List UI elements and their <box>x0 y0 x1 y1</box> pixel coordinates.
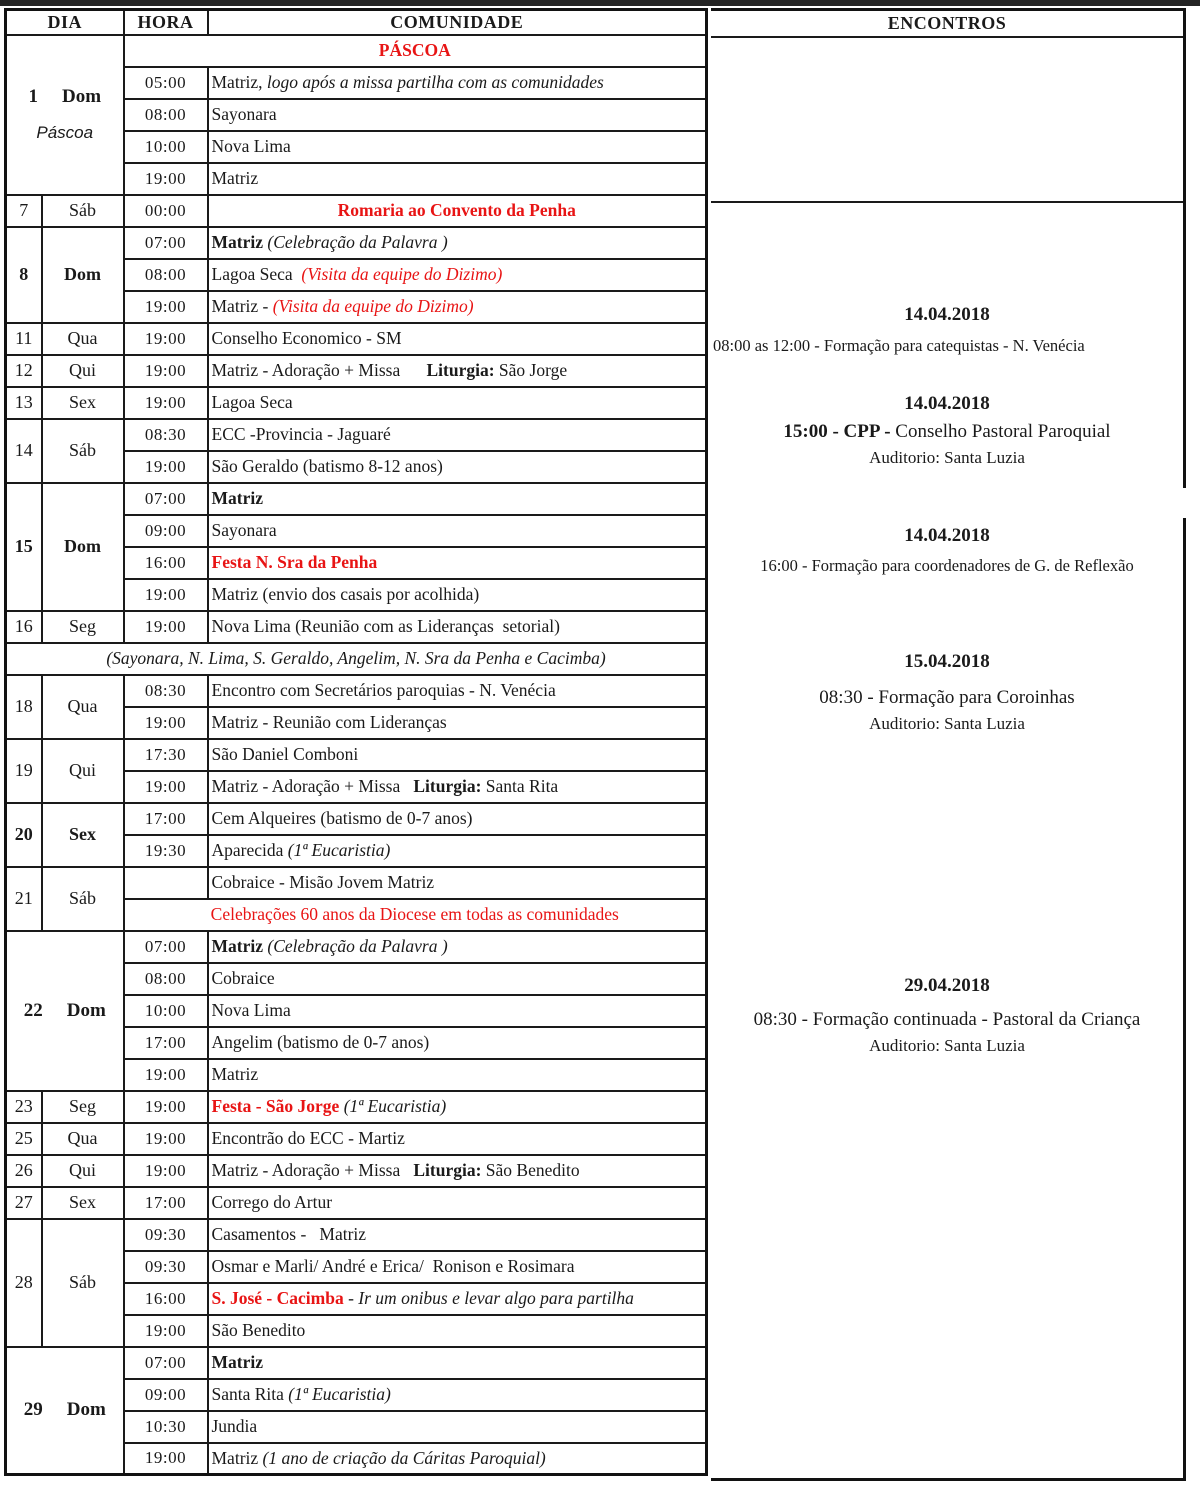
hora-cell: 19:00 <box>124 1059 208 1091</box>
text-segment: 15:00 - CPP - <box>783 421 896 442</box>
table-row <box>6 1219 707 1251</box>
comunidade-cell <box>208 291 707 323</box>
table-row <box>6 1347 707 1379</box>
table-row <box>6 323 707 355</box>
comunidade-cell <box>208 1315 707 1347</box>
hora-cell: 09:30 <box>124 1251 208 1283</box>
text-segment: Conselho Economico - SM <box>211 328 402 348</box>
merged-event-cell <box>124 899 707 931</box>
table-row <box>6 483 707 515</box>
hora-cell: 08:30 <box>124 419 208 451</box>
comunidade-cell <box>208 1187 707 1219</box>
table-header-row <box>6 10 707 35</box>
day-number-cell: 26 <box>6 1155 42 1187</box>
hora-cell: 07:00 <box>124 227 208 259</box>
table-row <box>6 739 707 771</box>
text-segment: Cobraice <box>211 968 275 988</box>
hora-cell: 19:00 <box>124 163 208 195</box>
hora-cell: 19:00 <box>124 611 208 643</box>
hora-cell: 17:00 <box>124 1027 208 1059</box>
hora-cell: 07:00 <box>124 931 208 963</box>
text-segment: Encontro com Secretários paroquias - N. Venécia <box>211 680 556 700</box>
text-segment: Cem Alqueires (batismo de 0-7 anos) <box>211 808 473 828</box>
column-header-encontros: ENCONTROS <box>711 11 1183 38</box>
text-segment: Auditorio: Santa Luzia <box>869 1035 1025 1055</box>
hora-cell: 19:00 <box>124 323 208 355</box>
encontro-block <box>711 975 1183 1056</box>
scan-edge-artifact <box>0 0 1200 6</box>
encontros-column <box>711 8 1186 1481</box>
table-row <box>6 1091 707 1123</box>
text-segment: (Celebração da Palavra ) <box>267 936 448 956</box>
text-segment: Corrego do Artur <box>211 1192 333 1212</box>
comunidade-cell <box>208 739 707 771</box>
encontro-line <box>711 1009 1183 1032</box>
encontros-content-cell <box>711 203 1183 1483</box>
comunidade-cell <box>208 707 707 739</box>
comunidade-cell <box>208 1219 707 1251</box>
hora-cell: 19:00 <box>124 387 208 419</box>
encontro-line <box>711 421 1183 444</box>
comunidade-cell <box>208 1059 707 1091</box>
text-segment: Romaria ao Convento da Penha <box>337 200 576 220</box>
comunidade-cell <box>208 771 707 803</box>
comunidade-cell <box>208 323 707 355</box>
comunidade-cell <box>208 579 707 611</box>
merged-event-cell <box>124 35 707 67</box>
text-segment: Angelim (batismo de 0-7 anos) <box>211 1032 430 1052</box>
text-segment: (Visita da equipe do Dizimo) <box>272 296 474 316</box>
column-header-comunidade: COMUNIDADE <box>208 10 707 35</box>
table-row <box>6 387 707 419</box>
hora-cell: 19:00 <box>124 707 208 739</box>
hora-cell: 10:00 <box>124 995 208 1027</box>
text-segment: Osmar e Marli/ André e Erica/ Ronison e Rosimara <box>211 1256 575 1276</box>
text-segment: ECC -Provincia - Jaguaré <box>211 424 391 444</box>
spanning-note-cell <box>6 643 707 675</box>
text-segment: Matriz - Adoração + Missa <box>211 1160 414 1180</box>
weekday-cell: Seg <box>42 611 124 643</box>
column-header-dia: DIA <box>6 10 124 35</box>
table-row <box>6 1123 707 1155</box>
comunidade-cell <box>208 195 707 227</box>
text-segment: Liturgia: <box>413 776 486 796</box>
comunidade-cell <box>208 1155 707 1187</box>
comunidade-cell <box>208 1443 707 1475</box>
text-segment: Matriz <box>211 936 268 956</box>
hora-cell: 08:00 <box>124 259 208 291</box>
text-segment: - <box>343 1288 359 1308</box>
hora-cell: 19:00 <box>124 1315 208 1347</box>
text-segment: (Visita da equipe do Dizimo) <box>301 264 503 284</box>
comunidade-cell <box>208 483 707 515</box>
table-row <box>6 419 707 451</box>
encontros-empty-cell <box>711 38 1183 203</box>
text-segment: S. José - Cacimba <box>211 1288 344 1308</box>
text-segment: Matriz <box>211 488 263 508</box>
text-segment: Matriz, <box>211 72 267 92</box>
day-cell <box>6 1347 124 1475</box>
text-segment: (1 ano de criação da Cáritas Paroquial) <box>262 1447 546 1468</box>
comunidade-cell <box>208 451 707 483</box>
comunidade-cell <box>208 547 707 579</box>
comunidade-cell <box>208 1123 707 1155</box>
text-segment: 16:00 - Formação para coordenadores de G. de Reflexão <box>760 556 1134 575</box>
comunidade-cell <box>208 931 707 963</box>
day-number: 22 <box>23 999 43 1021</box>
comunidade-cell <box>208 803 707 835</box>
hora-cell <box>124 867 208 899</box>
text-segment: Aparecida <box>211 840 288 860</box>
table-row <box>6 195 707 227</box>
day-number-cell: 16 <box>6 611 42 643</box>
text-segment: Liturgia: <box>426 360 499 380</box>
weekday-cell: Dom <box>42 483 124 611</box>
day-number-cell: 18 <box>6 675 42 739</box>
hora-cell: 19:00 <box>124 291 208 323</box>
text-segment: Festa - São Jorge <box>211 1096 344 1116</box>
text-segment: 08:30 - Formação continuada - Pastoral da Criança <box>753 1009 1141 1030</box>
encontro-line <box>711 714 1183 734</box>
table-row <box>6 227 707 259</box>
hora-cell: 17:00 <box>124 1187 208 1219</box>
text-segment: Cobraice - Misão Jovem Matriz <box>211 872 435 892</box>
text-segment: (1ª Eucaristia) <box>287 840 391 860</box>
text-segment: Matriz - Adoração + Missa <box>211 360 427 380</box>
hora-cell: 19:00 <box>124 579 208 611</box>
comunidade-cell <box>208 99 707 131</box>
weekday-cell: Seg <box>42 1091 124 1123</box>
comunidade-cell <box>208 131 707 163</box>
text-segment: Sayonara <box>211 520 277 540</box>
text-segment: Matriz - <box>211 296 273 316</box>
hora-cell: 19:00 <box>124 355 208 387</box>
hora-cell: 17:00 <box>124 803 208 835</box>
weekday-label: Dom <box>61 86 102 107</box>
column-header-hora: HORA <box>124 10 208 35</box>
weekday-cell: Qua <box>42 1123 124 1155</box>
encontro-line <box>711 336 1183 356</box>
hora-cell: 08:00 <box>124 99 208 131</box>
weekday-label: Dom <box>66 999 106 1021</box>
weekday-cell: Dom <box>42 227 124 323</box>
encontro-date: 29.04.2018 <box>904 975 990 996</box>
hora-cell: 19:00 <box>124 1091 208 1123</box>
hora-cell: 10:00 <box>124 131 208 163</box>
comunidade-cell <box>208 387 707 419</box>
table-row <box>6 643 707 675</box>
comunidade-cell <box>208 835 707 867</box>
text-segment: (Sayonara, N. Lima, S. Geraldo, Angelim, N. Sra da Penha e Cacimba) <box>106 648 606 668</box>
encontro-block <box>711 651 1183 734</box>
day-number-cell: 25 <box>6 1123 42 1155</box>
text-segment: (1ª Eucaristia) <box>288 1384 391 1404</box>
text-segment: Auditorio: Santa Luzia <box>869 713 1025 733</box>
day-cell <box>6 35 124 195</box>
comunidade-cell <box>208 963 707 995</box>
text-segment: São Geraldo (batismo 8-12 anos) <box>211 456 443 476</box>
day-number-cell: 7 <box>6 195 42 227</box>
table-row <box>6 1187 707 1219</box>
text-segment: Matriz (envio dos casais por acolhida) <box>211 584 480 604</box>
weekday-cell: Qui <box>42 355 124 387</box>
encontro-date: 15.04.2018 <box>904 651 990 672</box>
table-row <box>6 675 707 707</box>
hora-cell: 19:00 <box>124 1443 208 1475</box>
weekday-cell: Sex <box>42 803 124 867</box>
text-segment: Encontrão do ECC - Martiz <box>211 1128 405 1148</box>
hora-cell: 16:00 <box>124 547 208 579</box>
text-segment: Matriz <box>211 168 259 188</box>
day-number-cell: 15 <box>6 483 42 611</box>
encontro-line <box>711 687 1183 710</box>
encontro-date: 14.04.2018 <box>904 304 990 325</box>
text-segment: Matriz - Adoração + Missa <box>211 776 414 796</box>
hora-cell: 10:30 <box>124 1411 208 1443</box>
text-segment: Celebrações 60 anos da Diocese em todas as comunidades <box>210 904 619 924</box>
comunidade-cell <box>208 1027 707 1059</box>
hora-cell: 00:00 <box>124 195 208 227</box>
hora-cell: 07:00 <box>124 1347 208 1379</box>
text-segment: Nova Lima (Reunião com as Lideranças setorial) <box>211 616 560 636</box>
text-segment: São Benedito <box>485 1160 580 1180</box>
table-row <box>6 803 707 835</box>
text-segment: 08:30 - Formação para Coroinhas <box>819 687 1075 708</box>
text-segment: Santa Rita <box>485 776 559 796</box>
text-segment: Sayonara <box>211 104 277 124</box>
weekday-cell: Qui <box>42 739 124 803</box>
day-number-cell: 19 <box>6 739 42 803</box>
comunidade-cell <box>208 1379 707 1411</box>
hora-cell: 05:00 <box>124 67 208 99</box>
text-segment: (1ª Eucaristia) <box>343 1096 447 1116</box>
table-row <box>6 867 707 899</box>
text-segment: Lagoa Seca <box>211 264 302 284</box>
weekday-cell: Sáb <box>42 419 124 483</box>
table-row <box>6 931 707 963</box>
day-number-cell: 23 <box>6 1091 42 1123</box>
text-segment: Festa N. Sra da Penha <box>211 552 378 572</box>
text-segment: Santa Rita <box>211 1384 289 1404</box>
hora-cell: 19:30 <box>124 835 208 867</box>
day-number: 29 <box>23 1399 43 1421</box>
day-number-cell: 13 <box>6 387 42 419</box>
hora-cell: 09:30 <box>124 1219 208 1251</box>
encontro-date: 14.04.2018 <box>904 393 990 414</box>
comunidade-cell <box>208 67 707 99</box>
day-number-cell: 8 <box>6 227 42 323</box>
day-number: 1 <box>28 86 38 107</box>
text-segment: Nova Lima <box>211 136 291 156</box>
comunidade-cell <box>208 675 707 707</box>
comunidade-cell <box>208 1251 707 1283</box>
comunidade-cell <box>208 1091 707 1123</box>
text-segment: Conselho Pastoral Paroquial <box>895 421 1111 442</box>
hora-cell: 09:00 <box>124 1379 208 1411</box>
text-segment: logo após a missa partilha com as comunidades <box>266 72 604 92</box>
comunidade-cell <box>208 419 707 451</box>
text-segment: Matriz - Reunião com Lideranças <box>211 712 447 732</box>
hora-cell: 08:00 <box>124 963 208 995</box>
table-row <box>6 355 707 387</box>
comunidade-cell <box>208 1411 707 1443</box>
text-segment: São Jorge <box>498 360 568 380</box>
encontro-line <box>711 1036 1183 1056</box>
weekday-cell: Sáb <box>42 1219 124 1347</box>
encontro-block <box>711 525 1183 576</box>
day-number-cell: 21 <box>6 867 42 931</box>
hora-cell: 19:00 <box>124 451 208 483</box>
comunidade-cell <box>208 227 707 259</box>
weekday-cell: Sáb <box>42 195 124 227</box>
comunidade-cell <box>208 259 707 291</box>
comunidade-cell <box>208 163 707 195</box>
hora-cell: 17:30 <box>124 739 208 771</box>
text-segment: Casamentos - Matriz <box>211 1224 367 1244</box>
weekday-cell: Sex <box>42 1187 124 1219</box>
comunidade-cell <box>208 515 707 547</box>
day-number-cell: 11 <box>6 323 42 355</box>
day-number-cell: 27 <box>6 1187 42 1219</box>
day-cell <box>6 931 124 1091</box>
comunidade-cell <box>208 1283 707 1315</box>
text-segment: Nova Lima <box>211 1000 291 1020</box>
comunidade-cell <box>208 1347 707 1379</box>
encontro-line <box>711 556 1183 576</box>
text-segment: Jundia <box>211 1416 258 1436</box>
comunidade-cell <box>208 355 707 387</box>
text-segment: São Benedito <box>211 1320 306 1340</box>
text-segment: Auditorio: Santa Luzia <box>869 447 1025 467</box>
day-number-cell: 20 <box>6 803 42 867</box>
weekday-cell: Qua <box>42 323 124 355</box>
day-number-cell: 28 <box>6 1219 42 1347</box>
day-subtitle: Páscoa <box>36 123 94 142</box>
border-gap-artifact <box>1180 488 1192 518</box>
schedule-table <box>4 8 708 1476</box>
encontro-date: 14.04.2018 <box>904 525 990 546</box>
day-number-cell: 12 <box>6 355 42 387</box>
comunidade-cell <box>208 995 707 1027</box>
encontro-block <box>711 393 1183 468</box>
weekday-cell: Qua <box>42 675 124 739</box>
hora-cell: 19:00 <box>124 1155 208 1187</box>
text-segment: São Daniel Comboni <box>211 744 359 764</box>
day-number-cell: 14 <box>6 419 42 483</box>
hora-cell: 19:00 <box>124 1123 208 1155</box>
encontro-block <box>711 304 1183 356</box>
hora-cell: 09:00 <box>124 515 208 547</box>
weekday-cell: Qui <box>42 1155 124 1187</box>
text-segment: Ir um onibus e levar algo para partilha <box>358 1288 634 1308</box>
hora-cell: 08:30 <box>124 675 208 707</box>
text-segment: 08:00 as 12:00 - Formação para catequistas - N. Venécia <box>713 336 1085 355</box>
weekday-label: Dom <box>66 1399 106 1421</box>
table-row <box>6 35 707 67</box>
text-segment: Lagoa Seca <box>211 392 293 412</box>
table-row <box>6 611 707 643</box>
text-segment: (Celebração da Palavra ) <box>267 232 448 252</box>
comunidade-cell <box>208 611 707 643</box>
hora-cell: 07:00 <box>124 483 208 515</box>
weekday-cell: Sáb <box>42 867 124 931</box>
text-segment: Matriz <box>211 1447 263 1468</box>
hora-cell: 16:00 <box>124 1283 208 1315</box>
text-segment: Matriz <box>211 1064 259 1084</box>
weekday-cell: Sex <box>42 387 124 419</box>
text-segment: Liturgia: <box>413 1160 486 1180</box>
hora-cell: 19:00 <box>124 771 208 803</box>
encontro-line <box>711 448 1183 468</box>
text-segment: Matriz <box>211 232 268 252</box>
text-segment: Matriz <box>211 1352 263 1372</box>
comunidade-cell <box>208 867 707 899</box>
table-row <box>6 1155 707 1187</box>
text-segment: PÁSCOA <box>378 40 451 60</box>
